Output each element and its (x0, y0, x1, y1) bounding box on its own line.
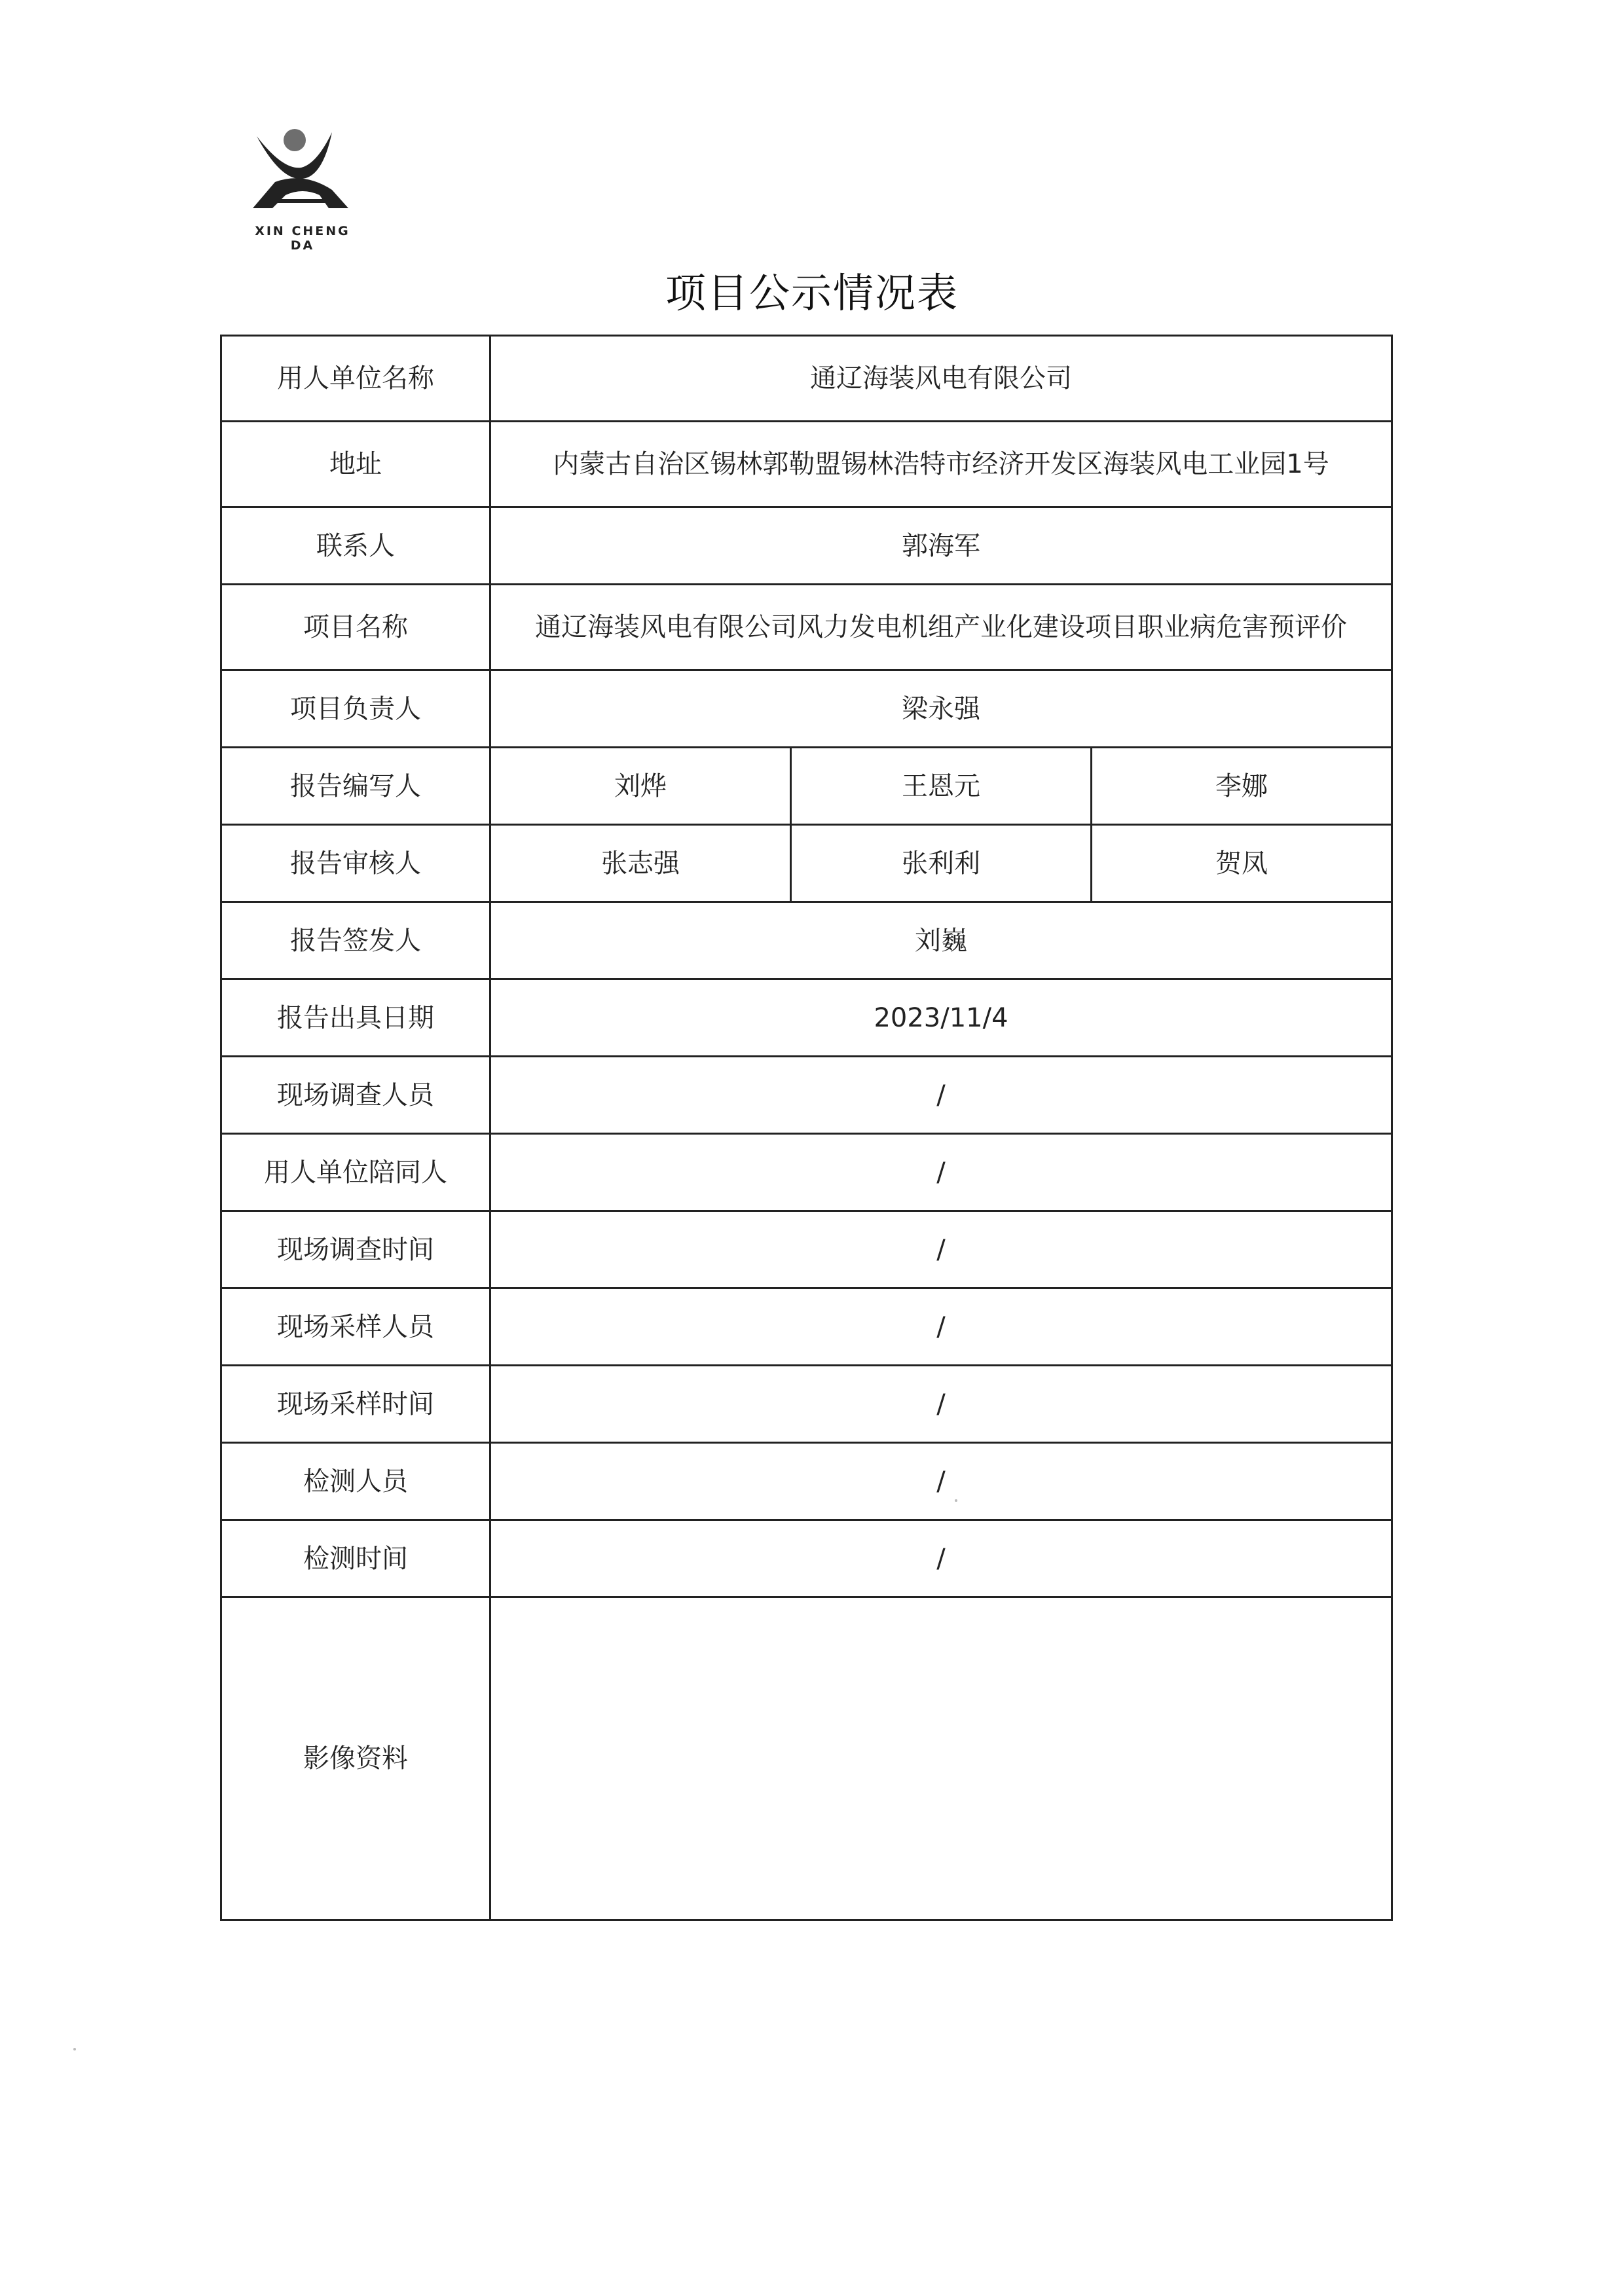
xin-cheng-da-logo-icon (244, 124, 361, 223)
contact-value: 郭海军 (490, 507, 1392, 585)
site-survey-time-label: 现场调查时间 (221, 1211, 490, 1288)
testing-staff-value: / (490, 1443, 1392, 1520)
report-issuer-label: 报告签发人 (221, 902, 490, 979)
site-sampling-time-value: / (490, 1366, 1392, 1443)
employer-name-value: 通辽海装风电有限公司 (490, 336, 1392, 422)
table-row-contact (221, 507, 1392, 585)
site-survey-staff-label: 现场调查人员 (221, 1057, 490, 1134)
site-survey-staff-value: / (490, 1057, 1392, 1134)
project-lead-label: 项目负责人 (221, 670, 490, 748)
report-reviewer-3: 贺凤 (1092, 825, 1392, 902)
testing-time-label: 检测时间 (221, 1520, 490, 1597)
report-writers-label: 报告编写人 (221, 748, 490, 825)
images-label: 影像资料 (221, 1597, 490, 1920)
employer-name-label: 用人单位名称 (221, 336, 490, 422)
table-row-site-survey-time (221, 1211, 1392, 1288)
images-area (490, 1597, 1392, 1920)
address-value: 内蒙古自治区锡林郭勒盟锡林浩特市经济开发区海装风电工业园1号 (490, 422, 1392, 507)
scan-speck (955, 1499, 957, 1502)
site-sampling-staff-value: / (490, 1288, 1392, 1366)
testing-staff-label: 检测人员 (221, 1443, 490, 1520)
table-row-report-reviewers (221, 825, 1392, 902)
table-row-employer-escort (221, 1134, 1392, 1211)
scan-speck (73, 2048, 76, 2050)
table-row-site-survey-staff (221, 1057, 1392, 1134)
table-row-report-issuer (221, 902, 1392, 979)
report-date-label: 报告出具日期 (221, 979, 490, 1057)
report-reviewers-label: 报告审核人 (221, 825, 490, 902)
table-row-project-lead (221, 670, 1392, 748)
site-survey-time-value: / (490, 1211, 1392, 1288)
table-row-images (221, 1597, 1392, 1920)
testing-time-value: / (490, 1520, 1392, 1597)
table-row-site-sampling-time (221, 1366, 1392, 1443)
employer-escort-label: 用人单位陪同人 (221, 1134, 490, 1211)
table-row-address (221, 422, 1392, 507)
logo-text: XIN CHENG DA (255, 224, 350, 253)
report-writer-2: 王恩元 (791, 748, 1092, 825)
company-logo (244, 124, 361, 253)
table-row-employer-name (221, 336, 1392, 422)
report-reviewer-1: 张志强 (490, 825, 791, 902)
project-name-value: 通辽海装风电有限公司风力发电机组产业化建设项目职业病危害预评价 (490, 585, 1392, 670)
table-row-testing-staff (221, 1443, 1392, 1520)
table-row-testing-time (221, 1520, 1392, 1597)
project-name-label: 项目名称 (221, 585, 490, 670)
report-writer-1: 刘烨 (490, 748, 791, 825)
report-writer-3: 李娜 (1092, 748, 1392, 825)
contact-label: 联系人 (221, 507, 490, 585)
report-issuer-value: 刘巍 (490, 902, 1392, 979)
report-date-value: 2023/11/4 (490, 979, 1392, 1057)
employer-escort-value: / (490, 1134, 1392, 1211)
table-row-report-writers (221, 748, 1392, 825)
table-row-report-date (221, 979, 1392, 1057)
project-info-table (220, 335, 1393, 1921)
site-sampling-staff-label: 现场采样人员 (221, 1288, 490, 1366)
table-row-site-sampling-staff (221, 1288, 1392, 1366)
site-sampling-time-label: 现场采样时间 (221, 1366, 490, 1443)
table-row-project-name (221, 585, 1392, 670)
report-reviewer-2: 张利利 (791, 825, 1092, 902)
document-title: 项目公示情况表 (665, 269, 959, 317)
address-label: 地址 (221, 422, 490, 507)
project-lead-value: 梁永强 (490, 670, 1392, 748)
